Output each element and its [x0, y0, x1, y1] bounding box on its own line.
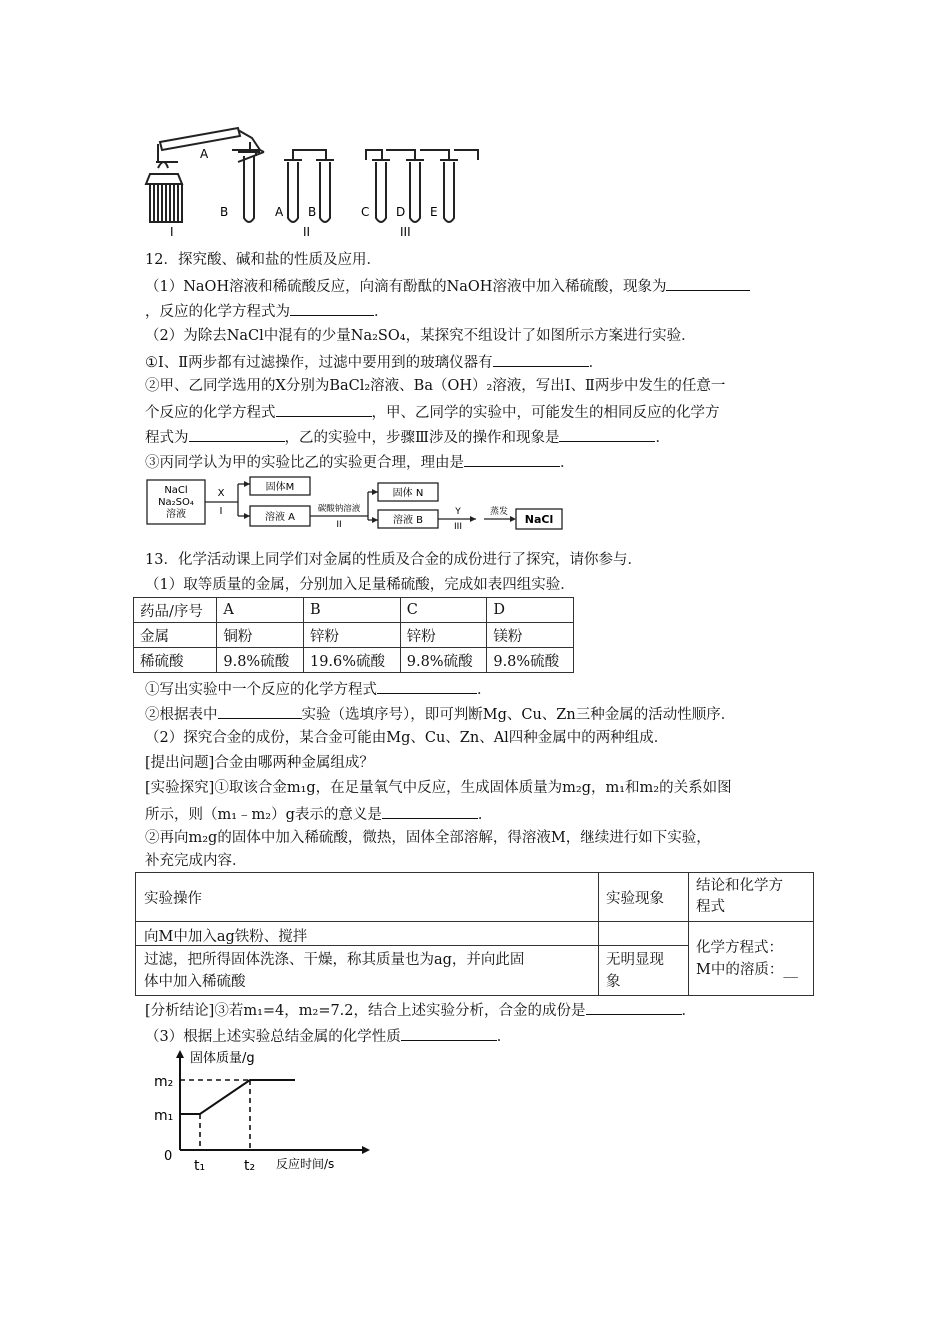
answer-blank[interactable] [493, 351, 589, 367]
fig-label-b2: B [308, 205, 317, 219]
flow-evaporate: 蒸发 [489, 507, 509, 517]
flow-nacl: NaCl [524, 513, 554, 526]
col-header-operation: 实验操作 [144, 891, 202, 907]
fig-label-b1: B [220, 205, 229, 219]
row-operation-1: 向M中加入ag铁粉、搅拌 [144, 929, 308, 945]
q13-explore-line1: [实验探究]①取该合金m₁g，在足量氧气中反应，生成固体质量为m₂g，m₁和m₂的关系如图 [145, 780, 732, 796]
answer-blank[interactable] [559, 426, 655, 442]
answer-blank[interactable] [586, 999, 682, 1015]
fig-roman-2: II [303, 225, 311, 239]
answer-blank[interactable] [218, 703, 302, 719]
graph-xlabel: 反应时间/s [276, 1157, 335, 1171]
flow-solid-m: 固体M [265, 482, 295, 493]
graph-origin: 0 [164, 1149, 173, 1164]
q12-sub1: ①Ⅰ、Ⅱ两步都有过滤操作，过滤中要用到的玻璃仪器有 ． [145, 351, 603, 373]
table-row: 金属 铜粉 锌粉 锌粉 镁粉 [134, 623, 574, 648]
q12-part1-line1: （1）NaOH溶液和稀硫酸反应，向滴有酚酞的NaOH溶液中加入稀硫酸，现象为 [145, 275, 750, 297]
flow-diagram [146, 476, 566, 530]
col-header-phenomenon: 实验现象 [606, 891, 664, 907]
row-operation-2: 过滤，把所得固体洗涤、干燥，称其质量也为ag，并向此固 体中加入稀硫酸 [144, 952, 525, 990]
q13-question: [提出问题]合金由哪两种金属组成？ [145, 755, 374, 771]
answer-blank[interactable] [666, 275, 750, 291]
flow-y: Y [455, 507, 461, 517]
fig-roman-1: I [170, 225, 174, 239]
q12-sub2-line1: ②甲、乙同学选用的X分别为BaCl₂溶液、Ba（OH）₂溶液，写出Ⅰ、Ⅱ两步中发生的任意一 [145, 378, 726, 394]
q12-title: 12．探究酸、碱和盐的性质及应用． [145, 252, 381, 268]
graph-t1: t₁ [194, 1158, 206, 1174]
flow-step-3: III [454, 522, 462, 530]
answer-blank[interactable] [290, 300, 374, 316]
flow-solid-n: 固体 N [392, 488, 424, 499]
q12-part2: （2）为除去NaCl中混有的少量Na₂SO₄，某探究不组设计了如图所示方案进行实验． [145, 328, 696, 344]
q13-analysis: [分析结论]③若m₁=4，m₂=7.2，结合上述实验分析，合金的成份是 ． [145, 999, 696, 1021]
fig-label-a2: A [275, 205, 284, 219]
answer-blank[interactable] [189, 426, 285, 442]
flow-step-2: II [336, 520, 342, 530]
q13-part1: （1）取等质量的金属，分别加入足量稀硫酸，完成如表四组实验． [145, 577, 575, 593]
answer-blank[interactable] [377, 678, 477, 694]
q13-part2: （2）探究合金的成份，某合金可能由Mg、Cu、Zn、Al四种金属中的两种组成． [145, 730, 669, 746]
graph-m2: m₂ [154, 1074, 174, 1090]
fig-roman-3: III [400, 225, 411, 239]
experiment-table [135, 872, 814, 996]
fig-label-e: E [430, 205, 438, 219]
row-phenomenon-2: 无明显现 象 [606, 952, 664, 990]
flow-solution-b: 溶液 B [392, 515, 424, 526]
graph-m1: m₁ [154, 1108, 174, 1124]
q13-explore-line4: 补充完成内容． [145, 853, 247, 869]
q13-explore-line2: 所示，则（m₁﹣m₂）g表示的意义是 ． [145, 803, 492, 825]
q13-explore-line3: ②再向m₂g的固体中加入稀硫酸，微热，固体全部溶解，得溶液M，继续进行如下实验， [145, 830, 711, 846]
mass-time-graph [150, 1048, 380, 1178]
q13-part3: （3）根据上述实验总结金属的化学性质 ． [145, 1025, 511, 1047]
metals-table [133, 597, 574, 673]
graph-ylabel: 固体质量/g [190, 1051, 255, 1066]
apparatus-figure [140, 122, 485, 240]
flow-start-3: 溶液 [166, 509, 186, 520]
table-row: 药品/序号 A B C D [134, 598, 574, 623]
table-row: 稀硫酸 9.8%硫酸 19.6%硫酸 9.8%硫酸 9.8%硫酸 [134, 648, 574, 673]
answer-blank[interactable] [401, 1025, 497, 1041]
row-conclusion: 化学方程式： M中的溶质：__ [696, 940, 798, 978]
q12-sub3: ③丙同学认为甲的实验比乙的实验更合理，理由是 ． [145, 451, 575, 473]
flow-start-1: NaCl [164, 485, 188, 496]
fig-label-d: D [396, 205, 406, 219]
q13-sub2: ②根据表中 实验（选填序号），即可判断Mg、Cu、Zn三种金属的活动性顺序． [145, 703, 735, 725]
answer-blank[interactable] [464, 451, 560, 467]
col-header-conclusion: 结论和化学方 程式 [696, 878, 783, 915]
q13-title: 13．化学活动课上同学们对金属的性质及合金的成份进行了探究，请你参与． [145, 552, 642, 568]
flow-step-1: I [219, 506, 223, 517]
fig-label-a1: A [200, 147, 209, 161]
q13-sub1: ①写出实验中一个反应的化学方程式 ． [145, 678, 492, 700]
graph-t2: t₂ [244, 1158, 256, 1174]
fig-label-c: C [361, 205, 370, 219]
flow-reagent: 碳酸钠溶液 [317, 504, 361, 514]
q12-part1-line2: ，反应的化学方程式为 ． [145, 300, 389, 322]
flow-start-2: Na₂SO₄ [158, 497, 194, 508]
answer-blank[interactable] [382, 803, 478, 819]
answer-blank[interactable] [276, 401, 372, 417]
q12-sub2-line3: 程式为 ，乙的实验中，步骤Ⅲ涉及的操作和现象是 ． [145, 426, 670, 448]
mass-curve [180, 1080, 295, 1114]
q12-sub2-line2: 个反应的化学方程式 ，甲、乙同学的实验中，可能发生的相同反应的化学方 [145, 401, 720, 423]
flow-solution-a: 溶液 A [264, 512, 296, 523]
flow-x: X [217, 488, 225, 499]
